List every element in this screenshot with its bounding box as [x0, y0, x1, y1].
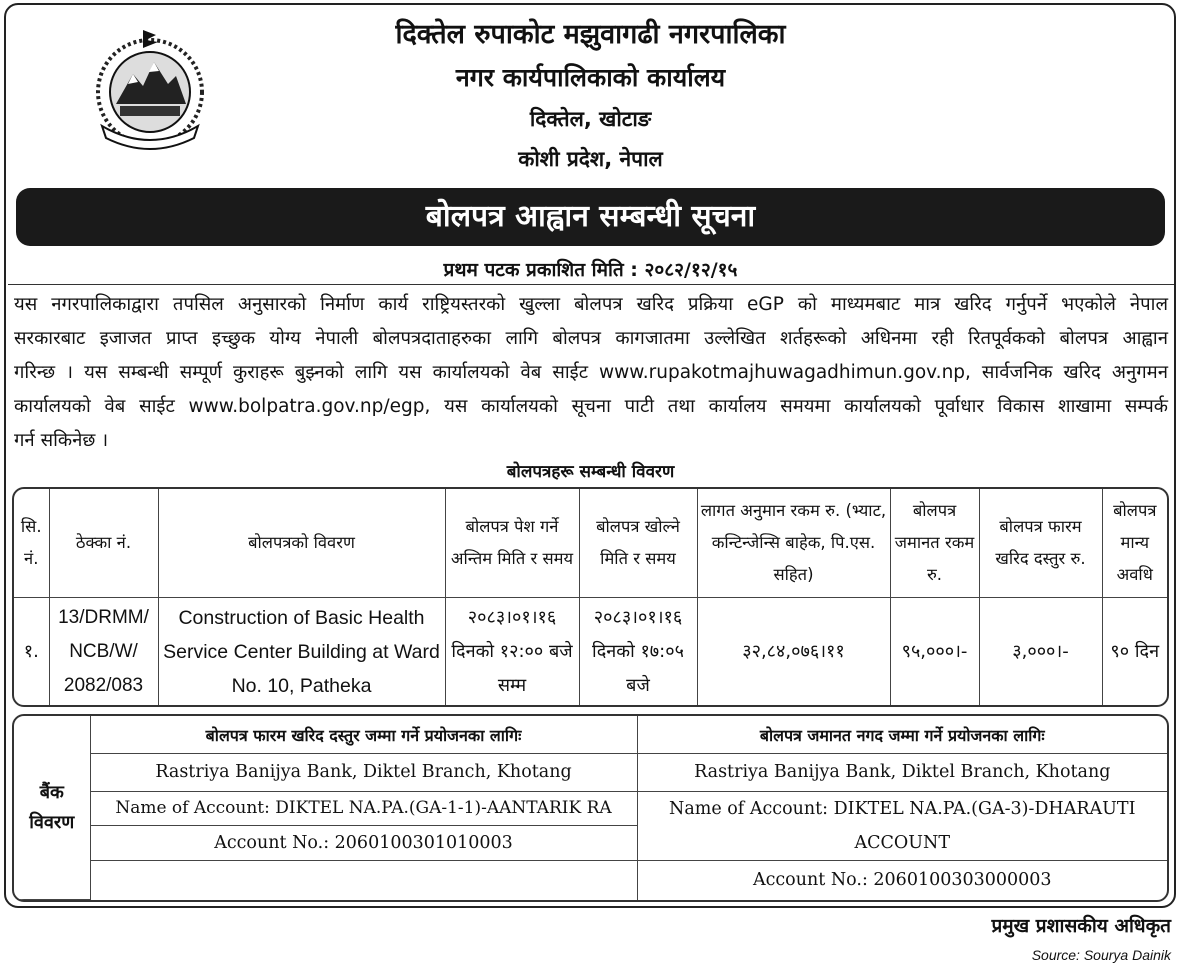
paragraph-line: यस नगरपालिकाद्वारा तपसिल अनुसारको निर्माण कार्य राष्ट्रियस्तरको खुल्ला बोलपत्र खरिद प्रक्रिया eGP को माध्यमबाट मात्र खरिद गर्नुपर्ने भएकोले नेपाल	[14, 294, 1168, 315]
header-cell: बोलपत्र जमानत रकम रु.	[890, 489, 979, 598]
table-header-row	[14, 489, 1167, 598]
bank-details-table	[14, 716, 1167, 900]
bank-details-label: बैंक विवरण	[14, 716, 90, 900]
form-fee-bank: Rastriya Banijya Bank, Diktel Branch, Khotang	[90, 754, 637, 792]
form-fee-account-name: Name of Account: DIKTEL NA.PA.(GA-1-1)-AANTARIK RA	[90, 791, 637, 826]
paragraph-line: गर्न सकिनेछ ।	[14, 430, 109, 451]
source-credit: Source: Sourya Dainik	[1031, 947, 1171, 963]
form-fee-account-number: Account No.: 2060100301010003	[90, 826, 637, 861]
tender-table-box	[12, 487, 1169, 707]
publish-date: प्रथम पटक प्रकाशित मिति : २०८२/१२/१५	[443, 259, 738, 281]
empty-cell	[90, 861, 637, 900]
security-account-number: Account No.: 2060100303000003	[637, 861, 1167, 900]
form-fee: ३,०००।-	[979, 598, 1102, 706]
bid-security-amount: ९५,०००।-	[890, 598, 979, 706]
header-cell: ठेक्का नं.	[49, 489, 158, 598]
signatory-title: प्रमुख प्रशासकीय अधिकृत	[991, 915, 1171, 937]
table-row	[14, 598, 1167, 706]
security-bank: Rastriya Banijya Bank, Diktel Branch, Khotang	[637, 754, 1167, 792]
bank-details-box	[12, 714, 1169, 902]
paragraph-line: गरिन्छ । यस सम्बन्धी सम्पूर्ण कुराहरू बुझ्नको लागि यस कार्यालयको वेब साईट www.rupakotmajhuwagadhimun.gov.np, सार्वजनिक खरिद अनुगमन	[14, 362, 1168, 383]
bid-validity: ९० दिन	[1102, 598, 1167, 706]
municipality-name: दिक्तेल रुपाकोट मझुवागढी नगरपालिका	[395, 19, 786, 50]
office-name: नगर कार्यपालिकाको कार्यालय	[455, 63, 726, 92]
security-account-heading: बोलपत्र जमानत नगद जम्मा गर्ने प्रयोजनका लागिः	[637, 716, 1167, 754]
submission-deadline: २०८३।०१।१६ दिनको १२:०० बजे सम्म	[445, 598, 579, 706]
contract-number: 13/DRMM/ NCB/W/ 2082/083	[49, 598, 158, 706]
serial-number: १.	[14, 598, 49, 706]
tender-table	[14, 489, 1167, 705]
header-cell: बोलपत्रको विवरण	[158, 489, 445, 598]
header-cell: लागत अनुमान रकम रु. (भ्याट, कन्टिन्जेन्सि बाहेक, पि.एस. सहित)	[697, 489, 890, 598]
paragraph-line: कार्यालयको वेब साईट www.bolpatra.gov.np/egp, यस कार्यालयको सूचना पाटी तथा कार्यालय समयमा कार्यालयको पूर्वाधार विकास शाखामा सम्पर्क	[14, 396, 1168, 417]
opening-datetime: २०८३।०१।१६ दिनको १७:०५ बजे	[579, 598, 697, 706]
office-location: दिक्तेल, खोटाङ	[529, 107, 652, 131]
province-country: कोशी प्रदेश, नेपाल	[518, 147, 663, 171]
bid-description: Construction of Basic Health Service Center Building at Ward No. 10, Patheka	[158, 598, 445, 706]
header-cell: बोलपत्र पेश गर्ने अन्तिम मिति र समय	[445, 489, 579, 598]
header-cell: सि. नं.	[14, 489, 49, 598]
form-fee-account-heading: बोलपत्र फारम खरिद दस्तुर जम्मा गर्ने प्रयोजनका लागिः	[90, 716, 637, 754]
security-account-name: Name of Account: DIKTEL NA.PA.(GA-3)-DHARAUTI ACCOUNT	[637, 791, 1167, 861]
header-cell: बोलपत्र खोल्ने मिति र समय	[579, 489, 697, 598]
header-cell: बोलपत्र मान्य अवधि	[1102, 489, 1167, 598]
table-caption: बोलपत्रहरू सम्बन्धी विवरण	[506, 462, 675, 482]
notice-paragraph	[14, 288, 1168, 458]
paragraph-line: सरकारबाट इजाजत प्राप्त इच्छुक योग्य नेपाली बोलपत्रदाताहरुका लागि बोलपत्र कागजातमा उल्लेखित शर्तहरूको अधिनमा रही रितपूर्वकको बोलपत्र आह्वान	[14, 328, 1168, 349]
header-cell: बोलपत्र फारम खरिद दस्तुर रु.	[979, 489, 1102, 598]
cost-estimate: ३२,८४,०७६।११	[697, 598, 890, 706]
divider	[8, 284, 1174, 285]
notice-title-banner: बोलपत्र आह्वान सम्बन्धी सूचना	[16, 188, 1165, 246]
